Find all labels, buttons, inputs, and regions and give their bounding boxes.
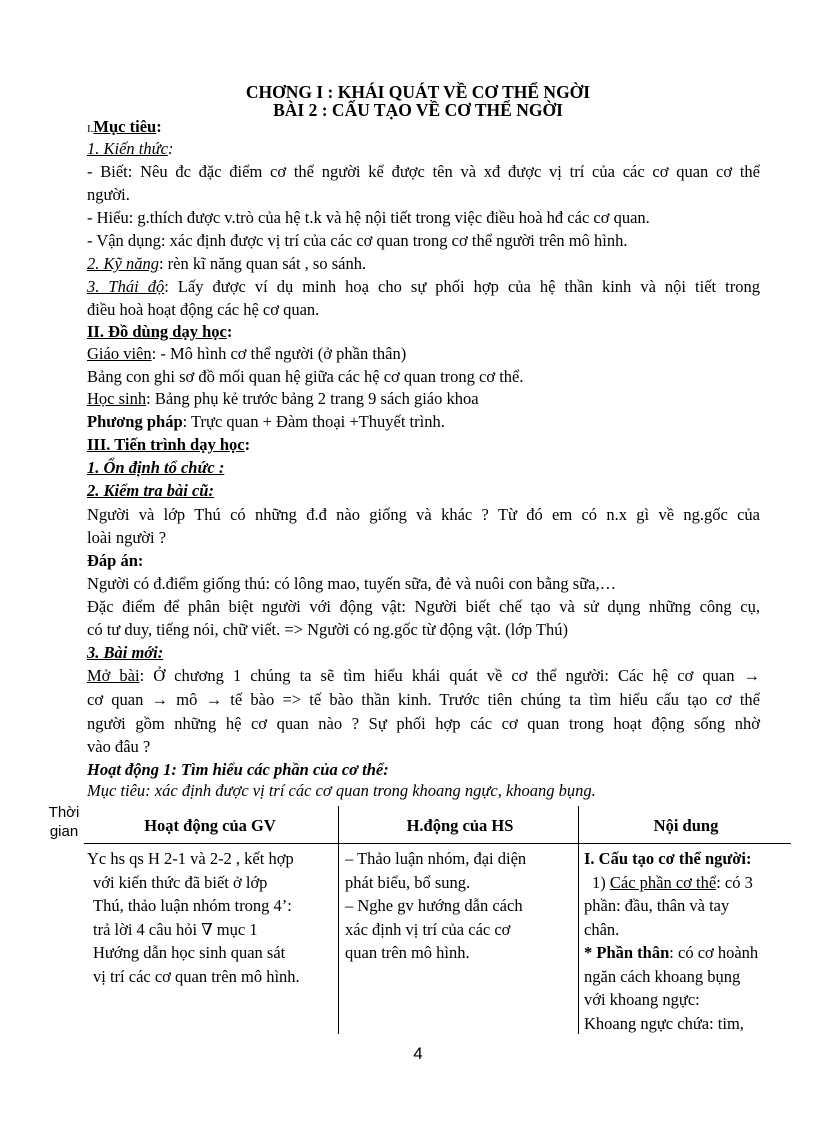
know-line-2: người. [87,185,130,204]
gv-line: Yc hs qs H 2-1 và 2-2 , kết hợp [87,849,294,868]
teacher-line-2: Bảng con ghi sơ đồ mối quan hệ giữa các hệ cơ quan trong cơ thể. [87,367,524,386]
intro-line-3: người gồm những hệ cơ quan nào ? Sự phối hợp các cơ quan trong hoạt động sống nhờ [87,714,760,733]
question-line-2: loài người ? [87,528,167,547]
content-line: Khoang ngực chứa: tim, [584,1013,744,1033]
hs-cell [345,847,575,965]
gv-line: với kiến thức đã biết ở lớp [93,872,268,892]
attitude-line-1: 3. Thái độ: Lấy được ví dụ minh hoạ cho sự phối hợp của hệ thần kinh và nội tiết trong [87,277,760,296]
table-divider-1 [338,806,339,1034]
hs-line: – Thảo luận nhóm, đại diện [345,849,527,868]
hs-column-header: H.động của HS [406,816,514,835]
gv-cell [87,847,333,988]
understand-line: - Hiểu: g.thích được v.trò của hệ t.k và hệ nội tiết trong việc điều hoà hđ các cơ quan. [87,208,650,227]
gv-line: vị trí các cơ quan trên mô hình. [93,966,300,986]
knowledge-heading: 1. Kiến thức: [87,139,174,158]
apply-line: - Vận dụng: xác định được vị trí của các cơ quan trong cơ thể người trên mô hình. [87,231,628,250]
gv-line: Hướng dẫn học sinh quan sát [93,943,286,962]
intro-line-2: cơ quan → mô → tế bào => tế bào thần kinh. Trước tiên chúng ta tìm hiểu cấu tạo cơ thể [87,690,760,709]
objectives-heading: I.Mục tiêu: [87,117,162,136]
answer-line-2: Đặc điểm để phân biệt người với động vật: Người biết chế tạo và sử dụng những công cụ, [87,597,760,616]
student-line: Học sinh: Bảng phụ kẻ trước bảng 2 trang 9 sách giáo khoa [87,389,479,408]
content-column-header: Nội dung [653,816,719,835]
content-parts: 1) Các phần cơ thể: có 3 [592,872,753,892]
intro-line-1: Mở bài: Ở chương 1 chúng ta sẽ tìm hiểu khái quát về cơ thể người: Các hệ cơ quan → [87,666,760,685]
method-line: Phương pháp: Trực quan + Đàm thoại +Thuyết trình. [87,412,445,431]
hs-line: – Nghe gv hướng dẫn cách [345,896,523,915]
gv-line: trả lời 4 câu hỏi ∇ mục 1 [93,919,258,939]
attitude-line-2: điều hoà hoạt động các hệ cơ quan. [87,300,320,319]
process-heading: III. Tiến trình dạy học: [87,435,251,454]
answer-line-3: có tư duy, tiếng nói, chữ viết. => Người có ng.gốc từ động vật. (lớp Thú) [87,620,569,639]
table-divider-2 [578,806,579,1034]
content-trunk: * Phần thân: có cơ hoành [584,943,759,962]
check-heading: 2. Kiểm tra bài cũ: [87,481,214,500]
content-line: chân. [584,919,620,939]
answer-line-1: Người có đ.điểm giống thú: có lông mao, tuyến sữa, đẻ và nuôi con bằng sữa,… [87,574,617,593]
know-line-1: - Biết: Nêu đc đặc điểm cơ thể người kể được tên và xđ được vị trí của các cơ quan cơ thể [87,162,760,181]
intro-line-4: vào đâu ? [87,737,151,756]
hs-line: xác định vị trí của các cơ [345,919,511,939]
time-column-header: Thời gian [48,804,80,840]
teacher-line: Giáo viên: - Mô hình cơ thể người (ở phần thân) [87,344,407,363]
table-header-rule [84,843,791,844]
content-line: phần: đầu, thân và tay [584,896,730,915]
hs-line: phát biểu, bổ sung. [345,872,471,892]
content-cell [584,847,790,1035]
gv-column-header: Hoạt động của GV [144,816,276,835]
answer-heading: Đáp án: [87,551,144,570]
content-title: I. Cấu tạo cơ thể người: [584,849,752,868]
lesson-title: BÀI 2 : CẤU TẠO VỀ CƠ THỂ NGỜI [273,100,563,120]
activity-1-heading: Hoạt động 1: Tìm hiểu các phần của cơ thể: [87,760,389,779]
page-number: 4 [413,1044,423,1063]
activity-1-goal: Mục tiêu: xác định được vị trí các cơ quan trong khoang ngực, khoang bụng. [87,781,596,800]
hs-line: quan trên mô hình. [345,943,470,962]
question-line-1: Người và lớp Thú có những đ.đ nào giống và khác ? Từ đó em có n.x gì về ng.gốc của [87,505,760,524]
new-lesson-heading: 3. Bài mới: [87,643,164,662]
materials-heading: II. Đồ dùng dạy học: [87,322,233,341]
chapter-title: CHƠNG I : KHÁI QUÁT VỀ CƠ THỂ NGỜI [245,82,591,102]
skills-line: 2. Kỹ năng: rèn kĩ năng quan sát , so sánh. [87,254,367,273]
organization-heading: 1. Ổn định tổ chức : [87,458,225,477]
gv-line: Thú, thảo luận nhóm trong 4’: [93,896,292,915]
content-line: với khoang ngực: [584,990,700,1009]
content-line: ngăn cách khoang bụng [584,966,741,986]
